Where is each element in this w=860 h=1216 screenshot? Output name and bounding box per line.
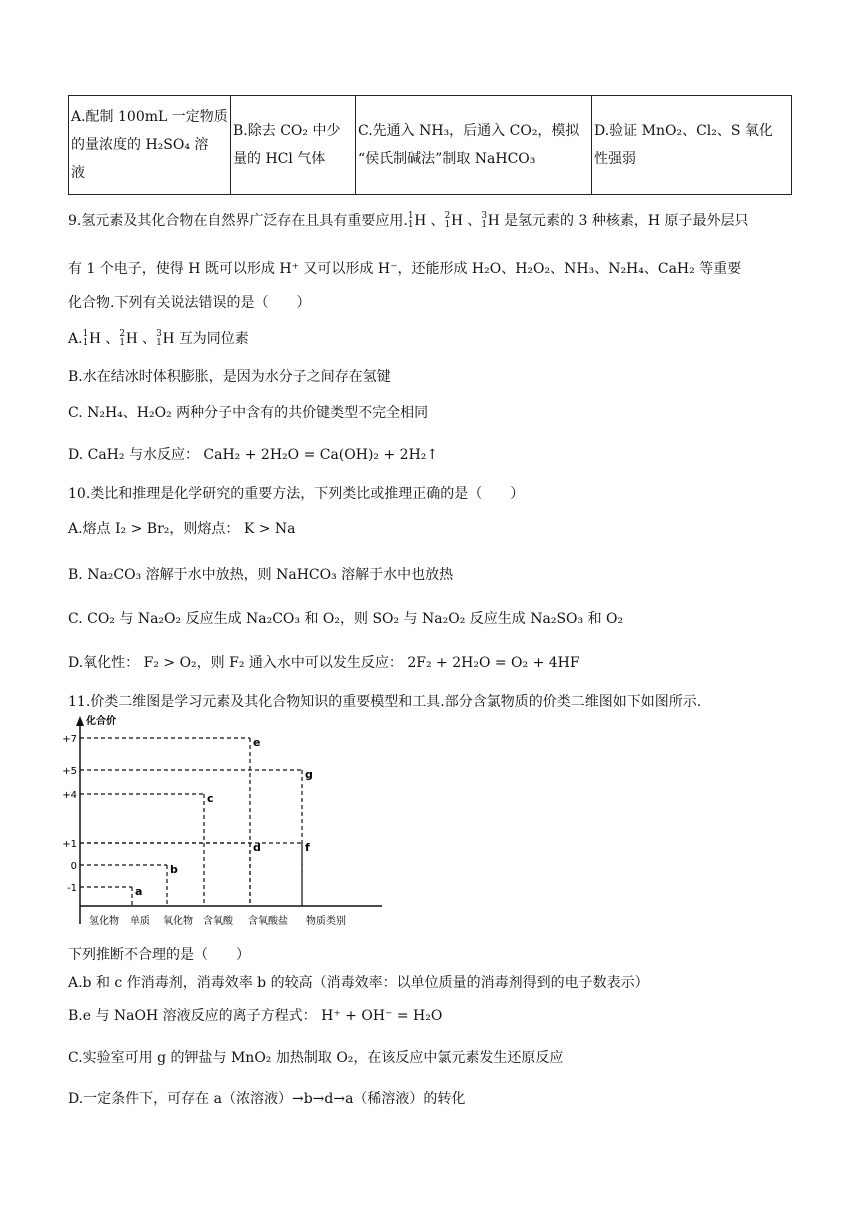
x-tick-label: 物质类别 bbox=[306, 916, 346, 927]
cell-a-line-3: 液 bbox=[71, 165, 85, 181]
isotope-2-notation: 2 1 bbox=[444, 211, 451, 230]
y-tick-label: +5 bbox=[62, 766, 77, 777]
x-tick-label: 氢化物 bbox=[89, 916, 119, 927]
h-symbol-2: H bbox=[451, 212, 463, 229]
q11-option-b: B.e 与 NaOH 溶液反应的离子方程式： H⁺ + OH⁻ = H₂O bbox=[68, 1008, 443, 1024]
q9-option-a: A. 1 1 H 、 2 1 H 、 3 1 H 互为同位素 bbox=[68, 329, 249, 348]
point-label-a: a bbox=[135, 885, 143, 898]
q10-option-a: A.熔点 I₂ > Br₂，则熔点： K > Na bbox=[68, 521, 296, 537]
point-label-d: d bbox=[253, 841, 261, 854]
q11-option-d: D.一定条件下，可存在 a（浓溶液）→b→d→a（稀溶液）的转化 bbox=[68, 1091, 466, 1107]
x-tick-label: 含氧酸盐 bbox=[248, 916, 288, 927]
y-tick-label: +1 bbox=[62, 839, 77, 850]
table-cell-c bbox=[356, 96, 592, 195]
y-tick-label: +4 bbox=[62, 790, 77, 801]
q9-stem-line-1: 9.氢元素及其化合物在自然界广泛存在且具有重要应用. 1 1 H 、 2 1 H 、 3 1 H 是氢元素的 3 种核素，H 原子最外层只 bbox=[68, 211, 749, 230]
y-tick-label: +7 bbox=[62, 734, 77, 745]
cell-a-line-1: A.配制 100mL 一定物质 bbox=[71, 109, 228, 125]
point-label-c: c bbox=[207, 792, 214, 805]
q9-option-c: C. N₂H₄、H₂O₂ 两种分子中含有的共价键类型不完全相同 bbox=[68, 405, 429, 421]
q11-option-c: C.实验室可用 g 的钾盐与 MnO₂ 加热制取 O₂，在该反应中氯元素发生还原反应 bbox=[68, 1050, 564, 1066]
q10-option-c: C. CO₂ 与 Na₂O₂ 反应生成 Na₂CO₃ 和 O₂，则 SO₂ 与 Na₂O₂ 反应生成 Na₂SO₃ 和 O₂ bbox=[68, 611, 624, 627]
q11-question: 下列推断不合理的是（ ） bbox=[68, 947, 250, 963]
cell-c-line-1: C.先通入 NH₃，后通入 CO₂，模拟 bbox=[358, 123, 580, 139]
cell-d-line-1: D.验证 MnO₂、Cl₂、S 氧化 bbox=[594, 123, 773, 139]
cell-b-line-1: B.除去 CO₂ 中少 bbox=[233, 123, 341, 139]
options-table bbox=[68, 95, 792, 195]
y-tick-label: -1 bbox=[67, 883, 77, 894]
y-tick-label: 0 bbox=[70, 861, 77, 872]
q9-option-b: B.水在结冰时体积膨胀，是因为水分子之间存在氢键 bbox=[68, 369, 391, 385]
q10-option-b: B. Na₂CO₃ 溶解于水中放热，则 NaHCO₃ 溶解于水中也放热 bbox=[68, 567, 454, 583]
q9-stem-1a: 9.氢元素及其化合物在自然界广泛存在且具有重要应用. bbox=[68, 213, 408, 229]
cell-a-line-2: 的量浓度的 H₂SO₄ 溶 bbox=[71, 137, 209, 153]
x-tick-label: 单质 bbox=[130, 916, 150, 927]
q10-stem: 10.类比和推理是化学研究的重要方法，下列类比或推理正确的是（ ） bbox=[68, 486, 525, 502]
valence-class-chart bbox=[64, 712, 404, 932]
q9-option-d: D. CaH₂ 与水反应： CaH₂ + 2H₂O = Ca(OH)₂ + 2H₂↑ bbox=[68, 447, 439, 463]
cell-c-line-2: “侯氏制碱法”制取 NaHCO₃ bbox=[358, 151, 536, 167]
point-label-f: f bbox=[305, 841, 310, 854]
isotope-1-notation: 1 1 bbox=[407, 211, 414, 230]
table-cell-d bbox=[592, 96, 792, 195]
q9-stem-line-3: 化合物.下列有关说法错误的是（ ） bbox=[68, 295, 311, 311]
q9-stem-line-2: 有 1 个电子，使得 H 既可以形成 H⁺ 又可以形成 H⁻，还能形成 H₂O、H₂O₂、NH₃、N₂H₄、CaH₂ 等重要 bbox=[68, 261, 742, 277]
x-tick-label: 含氧酸 bbox=[203, 916, 233, 927]
point-label-e: e bbox=[253, 736, 261, 749]
h-symbol-3: H bbox=[488, 212, 500, 229]
h-symbol-1: H bbox=[414, 212, 427, 229]
cell-d-line-2: 性强弱 bbox=[594, 151, 636, 167]
table-cell-b bbox=[231, 96, 356, 195]
point-label-g: g bbox=[305, 768, 313, 781]
point-label-b: b bbox=[170, 863, 178, 876]
q9-stem-1b: 是氢元素的 3 种核素，H 原子最外层只 bbox=[504, 213, 749, 229]
q10-option-d: D.氧化性： F₂ > O₂，则 F₂ 通入水中可以发生反应： 2F₂ + 2H₂O = O₂ + 4HF bbox=[68, 655, 580, 671]
q11-option-a: A.b 和 c 作消毒剂，消毒效率 b 的较高（消毒效率：以单位质量的消毒剂得到的电子数表示） bbox=[68, 975, 649, 991]
y-axis-arrow bbox=[76, 716, 84, 726]
x-tick-label: 氧化物 bbox=[163, 916, 193, 927]
cell-b-line-2: 量的 HCl 气体 bbox=[233, 151, 326, 167]
y-axis-label: 化合价 bbox=[86, 716, 116, 727]
table-cell-a bbox=[69, 96, 231, 195]
isotope-3-notation: 3 1 bbox=[481, 211, 488, 230]
q11-stem: 11.价类二维图是学习元素及其化合物知识的重要模型和工具.部分含氯物质的价类二维图如下如图所示. bbox=[68, 694, 702, 710]
